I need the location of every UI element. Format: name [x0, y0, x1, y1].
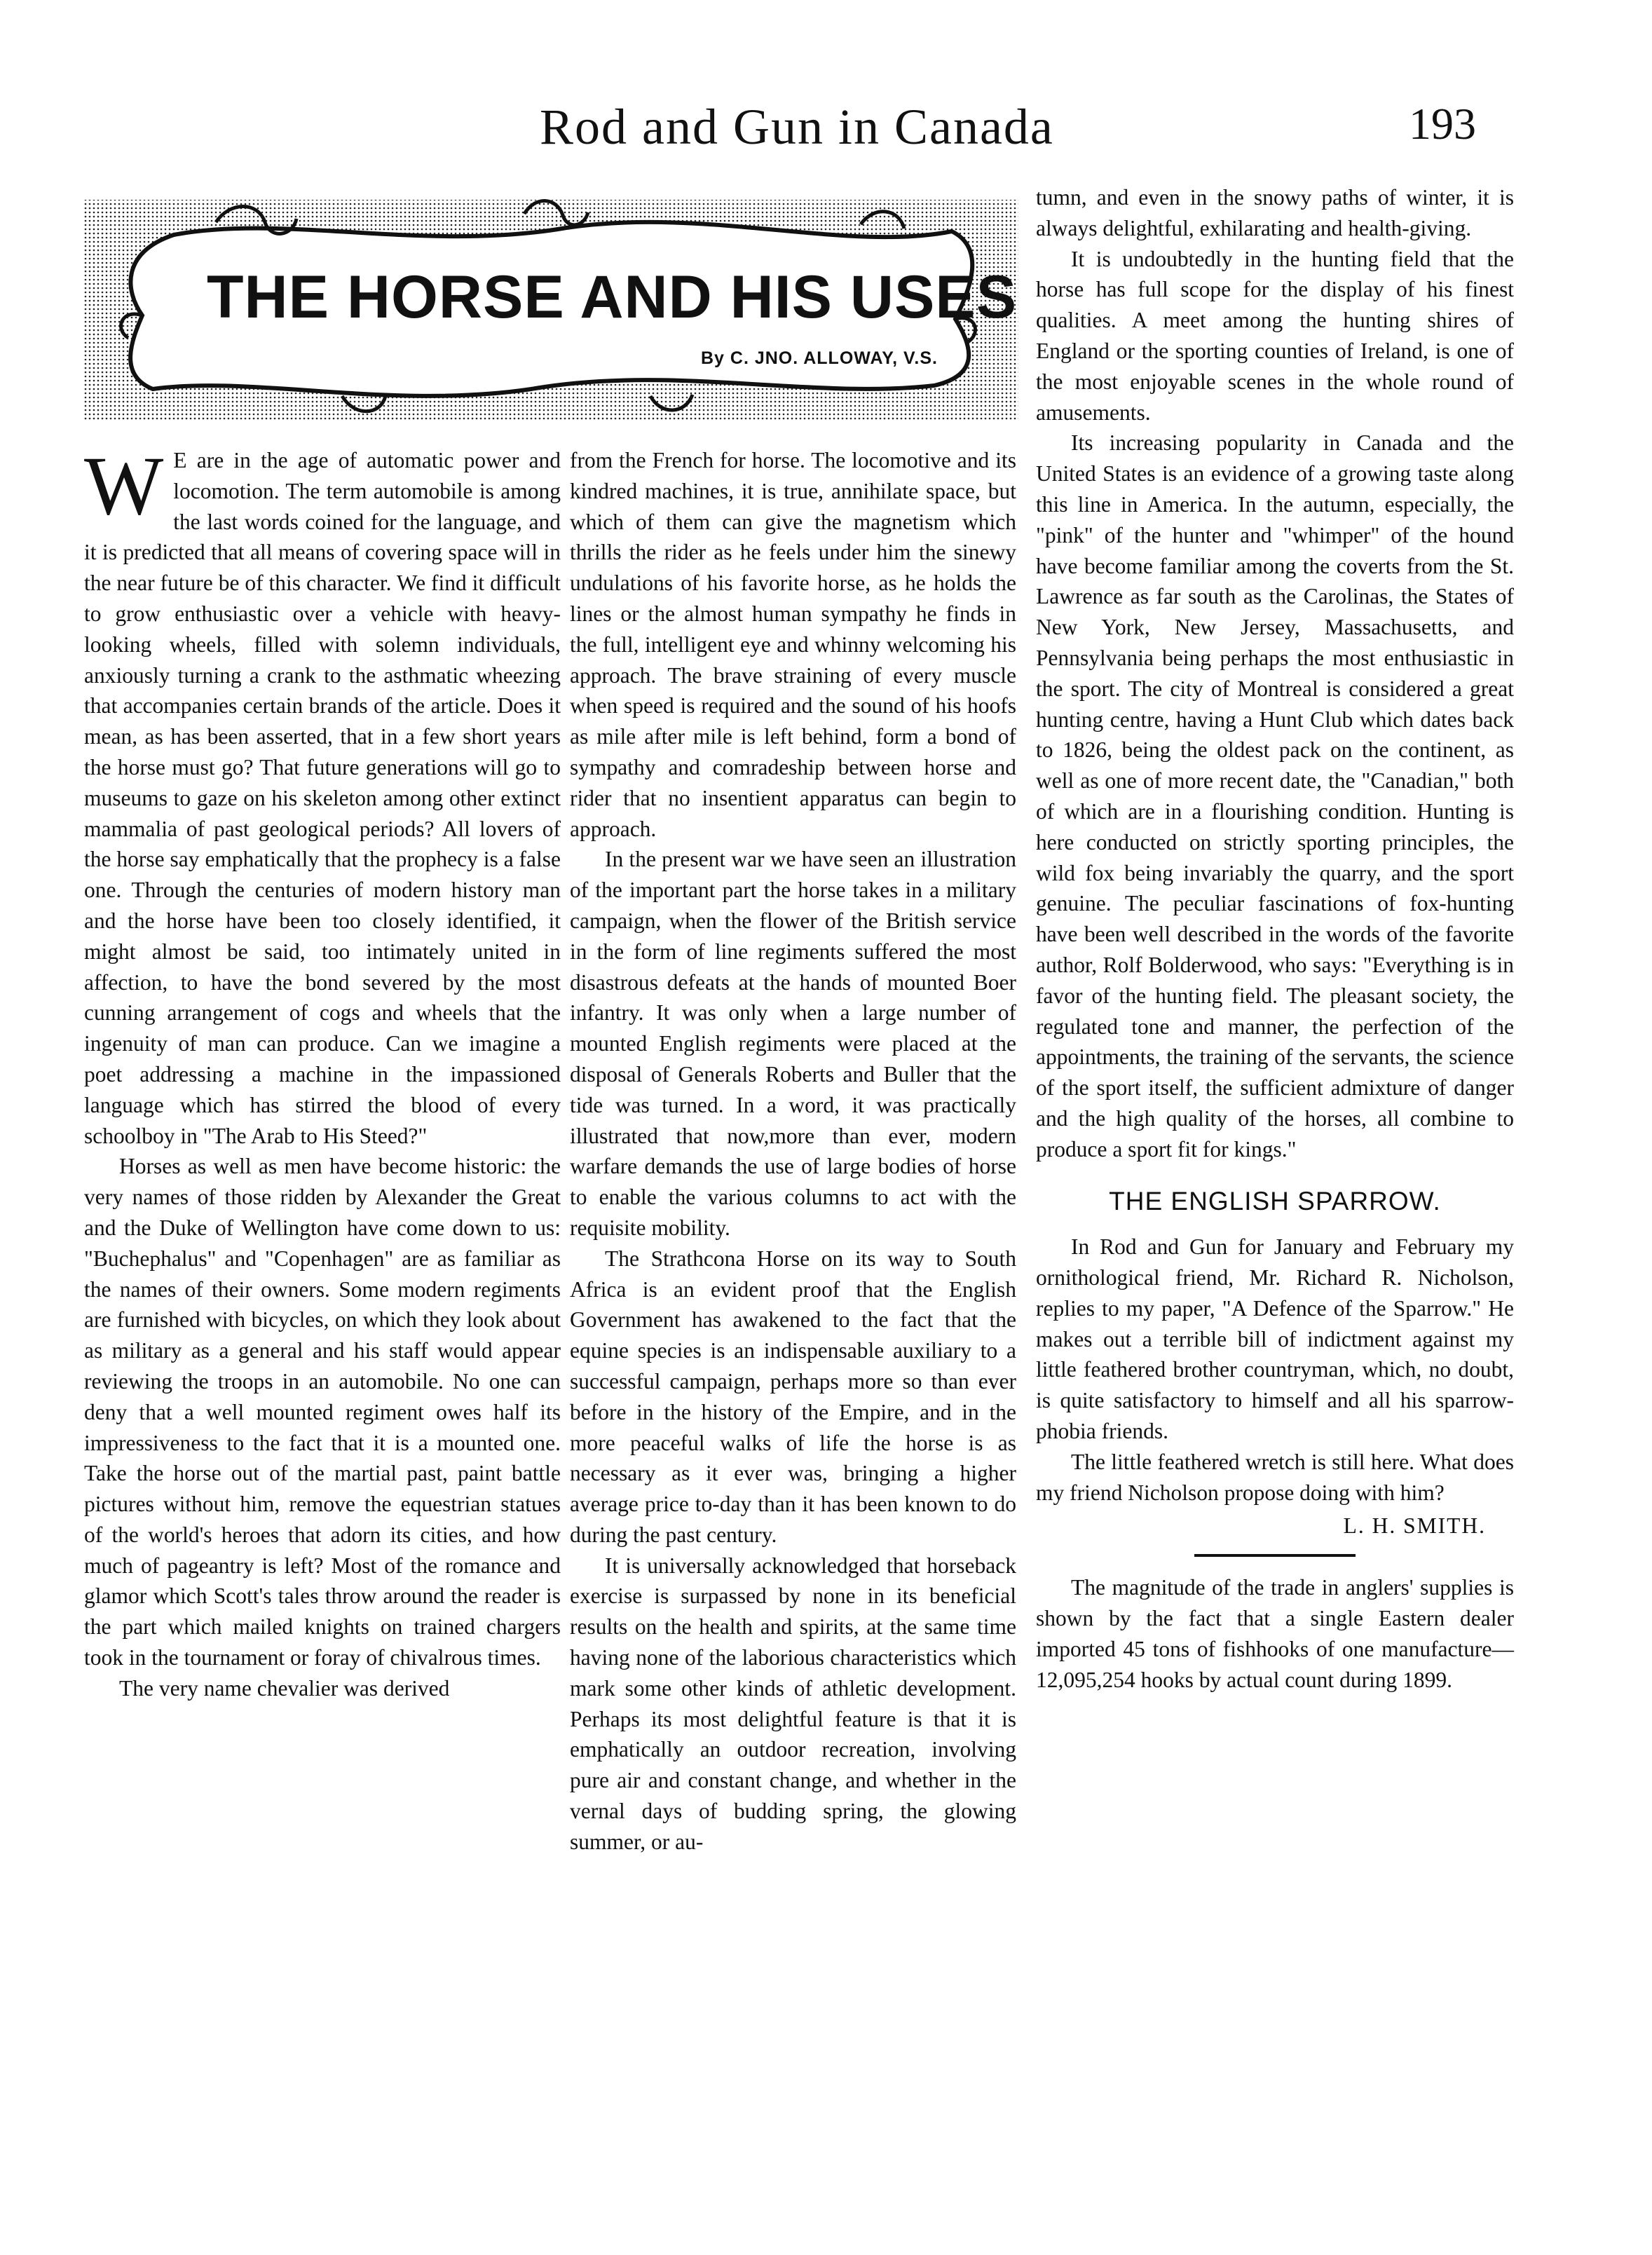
sparrow-heading: THE ENGLISH SPARROW. [1109, 1186, 1441, 1215]
paragraph: tumn, and even in the snowy paths of winter, it is always delightful, exhilarating and health-giving. [1036, 185, 1514, 240]
divider [1194, 1554, 1356, 1557]
paragraph: In Rod and Gun for January and February my ornithological friend, Mr. Richard R. Nicholson, replies to my paper, "A Defence of the Sparrow." He makes out a terrible bill of indictment against my little feathered brother countryman, which, no doubt, is quite satisfactory to himself and all his sparrow-phobia friends. [1036, 1234, 1514, 1444]
paragraph: from the French for horse. The locomotive and its kindred machines, it is true, annihilate space, but which of them can give the magnetism which thrills the rider as he feels under him the sinewy undulations of his favorite horse, as he holds the lines or the almost human sympathy he finds in the full, intelligent eye and whinny welcoming his approach. The brave straining of every muscle when speed is required and the sound of his hoofs as mile after mile is left behind, form a bond of sympathy and comradeship between horse and rider that no insentient apparatus can begin to approach. [570, 448, 1016, 841]
paragraph: In the present war we have seen an illustration of the important part the horse takes in a military campaign, when the flower of the British service in the form of line regiments suffered the most disastrous defeats at the hands of mounted Boer infantry. It was only when a large number of mounted English regiments were placed at the disposal of Generals Roberts and Buller that the tide was turned. In a word, it was practically illustrated that now,more than ever, modern warfare demands the use of large bodies of horse to enable the various columns to act with the requisite mobility. [570, 847, 1016, 1240]
paragraph: Horses as well as men have become historic: the very names of those ridden by Alexander the Great and the Duke of Wellington have come down to us: "Buchephalus" and "Copenhagen" are as familiar as the names of their owners. Some modern regiments are furnished with bicycles, on which they look about as military as a general and his staff would appear reviewing the troops in an automobile. No one can deny that a well mounted regiment owes half its impressiveness to the fact that it is a mounted one. Take the horse out of the martial past, paint battle pictures without him, remove the equestrian statues of the world's heroes that adorn its cities, and how much of pageantry is left? Most of the romance and glamor which Scott's tales throw around the reader is the part which mailed knights on trained chargers took in the tournament or foray of chivalrous times. [84, 1154, 561, 1670]
paragraph: The Strathcona Horse on its way to South Africa is an evident proof that the English Government has awakened to the fact that the equine species is an indispensable auxiliary to a successful campaign, perhaps more so than ever before in the history of the Empire, and in the more peaceful walks of life the horse is as necessary as it ever was, bringing a higher average price to-day than it has been known to do during the past century. [570, 1246, 1016, 1547]
running-head [0, 98, 1652, 175]
paragraph-text: E are in the age of automatic power and locomotion. The term automobile is among the last words coined for the language, and it is predicted that all means of covering space will in the near future be of this character. We find it difficult to grow enthusiastic over a vehicle with heavy-looking wheels, filled with solemn individuals, anxiously turning a crank to the asthmatic wheezing that accompanies certain brands of the article. Does it mean, as has been asserted, that in a few short years the horse must go? That future generations will go to museums to gaze on his skeleton among other extinct mammalia of past geological periods? All lovers of the horse say emphatically that the prophecy is a false one. Through the centuries of modern history man and the horse have been too closely identified, it might almost be said, too intimately united in affection, to have the bond severed by the most cunning arrangement of cogs and wheels that the ingenuity of man can produce. Can we imagine a poet addressing a machine in the impassioned language which has stirred the blood of every schoolboy in "The Arab to His Steed?" [84, 448, 561, 1148]
column-1 [84, 439, 561, 1704]
page-number: 193 [1409, 99, 1476, 149]
running-title: Rod and Gun in Canada [540, 99, 1054, 155]
paragraph: It is universally acknowledged that horseback exercise is surpassed by none in its beneficial results on the health and spirits, at the same time having none of the laborious characteristics which mark some other kinds of athletic development. Perhaps its most delightful feature is that it is emphatically an outdoor recreation, involving pure air and constant change, and whether in the vernal days of budding spring, the glowing summer, or au- [570, 1553, 1016, 1854]
paragraph: It is undoubtedly in the hunting field that the horse has full scope for the display of his finest qualities. A meet among the hunting shires of England or the sporting counties of Ireland, is one of the most enjoyable scenes in the whole round of amusements. [1036, 246, 1514, 425]
column-3 [1036, 182, 1514, 1695]
column-2 [570, 445, 1016, 1858]
article-title: THE HORSE AND HIS USES [207, 264, 1018, 331]
paragraph [84, 439, 561, 1151]
paragraph: The very name chevalier was derived [119, 1675, 450, 1701]
drop-cap: W [84, 439, 164, 532]
signature: L. H. SMITH. [1343, 1513, 1486, 1539]
byline: By C. JNO. ALLOWAY, V.S. [701, 348, 938, 368]
paragraph: The little feathered wretch is still here. What does my friend Nicholson propose doing with him? [1036, 1449, 1514, 1505]
paragraph: The magnitude of the trade in anglers' supplies is shown by the fact that a single Eastern dealer imported 45 tons of fishhooks of one manufacture—12,095,254 hooks by actual count during 1899. [1036, 1575, 1514, 1692]
paragraph: Its increasing popularity in Canada and the United States is an evidence of a growing taste along this line in America. In the autumn, especially, the "pink" of the hunter and "whimper" of the hound have become familiar among the coverts from the St. Lawrence as far south as the Carolinas, the States of New York, New Jersey, Massachusetts, and Pennsylvania being perhaps the most enthusiastic in the sport. The city of Montreal is considered a great hunting centre, having a Hunt Club which dates back to 1826, being the oldest pack on the continent, as well as one of more recent date, the "Canadian," both of which are in a flourishing condition. Hunting is here conducted on strictly sporting principles, the wild fox being invariably the quarry, and the sport genuine. The peculiar fascinations of fox-hunting have been well described in the words of the favorite author, Rolf Bolderwood, who says: "Everything is in favor of the hunting field. The pleasant society, the regulated tone and manner, the perfection of the appointments, the training of the servants, the science of the sport itself, the sufficient admixture of danger and the high quality of the horses, all combine to produce a sport fit for kings." [1036, 430, 1514, 1161]
